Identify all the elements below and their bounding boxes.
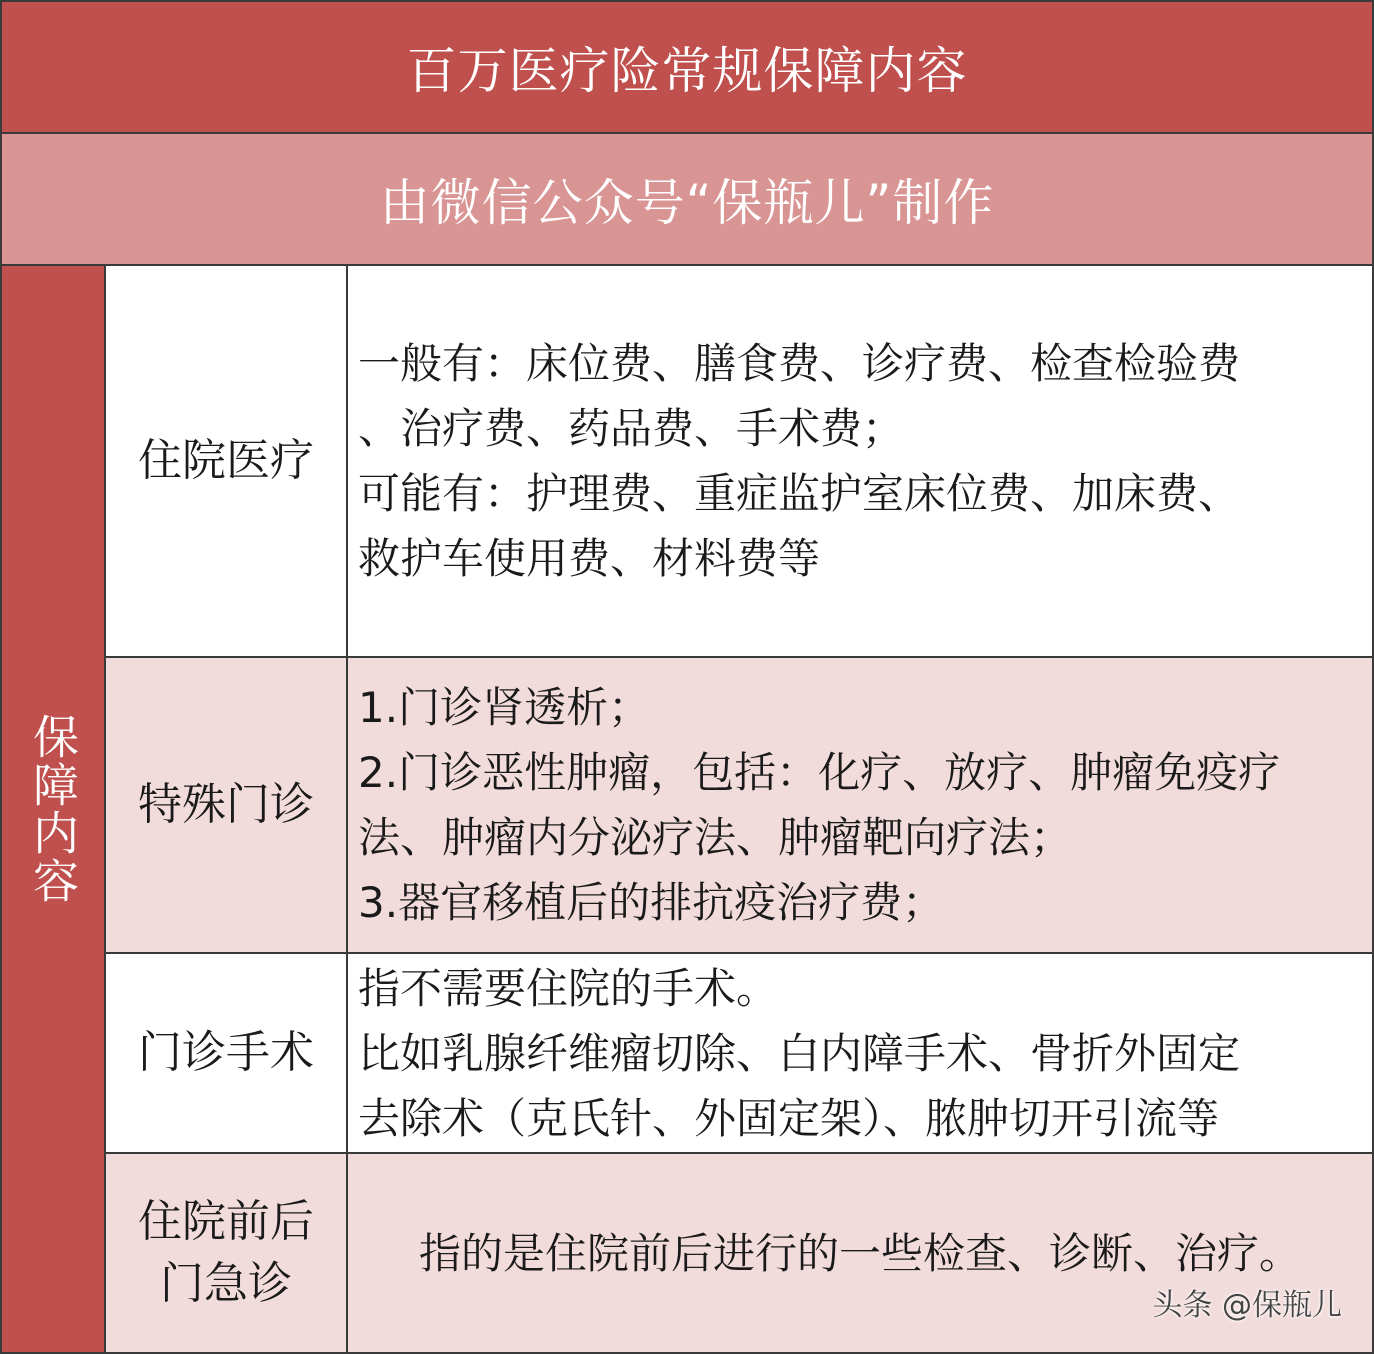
table-title <box>2 2 1372 134</box>
description-line: 3.器官移植后的排抗疫治疗费； <box>358 878 945 927</box>
side-label: 保障内容 <box>26 713 80 905</box>
category-cell <box>106 658 348 952</box>
description-line: 去除术（克氏针、外固定架）、脓肿切开引流等 <box>358 1093 1220 1143</box>
table-row-special-outpatient <box>106 658 1372 954</box>
category-cell <box>106 1154 348 1352</box>
category-cell <box>106 266 348 656</box>
category-cell <box>106 954 348 1152</box>
table-row-inpatient <box>106 266 1372 658</box>
category-label: 住院前后 <box>138 1196 314 1247</box>
description-line: 2.门诊恶性肿瘤，包括：化疗、放疗、肿瘤免疫疗 <box>358 748 1281 797</box>
category-label: 门急诊 <box>160 1258 292 1309</box>
category-label: 住院医疗 <box>138 435 314 486</box>
table-subtitle-text: 由微信公众号“保瓶儿”制作 <box>379 174 995 232</box>
table-subtitle <box>2 134 1372 266</box>
watermark: 头条 @保瓶儿 <box>1152 1288 1342 1323</box>
description-cell <box>348 954 1372 1152</box>
category-label: 特殊门诊 <box>138 779 314 830</box>
category-label: 门诊手术 <box>138 1027 314 1078</box>
description-line: 、治疗费、药品费、手术费； <box>358 404 905 453</box>
side-column <box>2 266 106 1352</box>
description-line: 可能有：护理费、重症监护室床位费、加床费、 <box>358 469 1241 518</box>
description-line: 1.门诊肾透析； <box>358 683 651 732</box>
table-row-outpatient-surgery <box>106 954 1372 1154</box>
description-cell <box>348 658 1372 952</box>
table-title-text: 百万医疗险常规保障内容 <box>406 42 968 100</box>
description-line: 一般有：床位费、膳食费、诊疗费、检查检验费 <box>358 339 1241 388</box>
description-line: 指的是住院前后进行的一些检查、诊断、治疗。 <box>418 1228 1301 1278</box>
description-cell <box>348 266 1372 656</box>
description-line: 指不需要住院的手术。 <box>358 963 779 1013</box>
description-line: 比如乳腺纤维瘤切除、白内障手术、骨折外固定 <box>358 1028 1241 1078</box>
description-line: 救护车使用费、材料费等 <box>358 534 821 583</box>
description-line: 法、肿瘤内分泌疗法、肿瘤靶向疗法； <box>358 813 1073 862</box>
